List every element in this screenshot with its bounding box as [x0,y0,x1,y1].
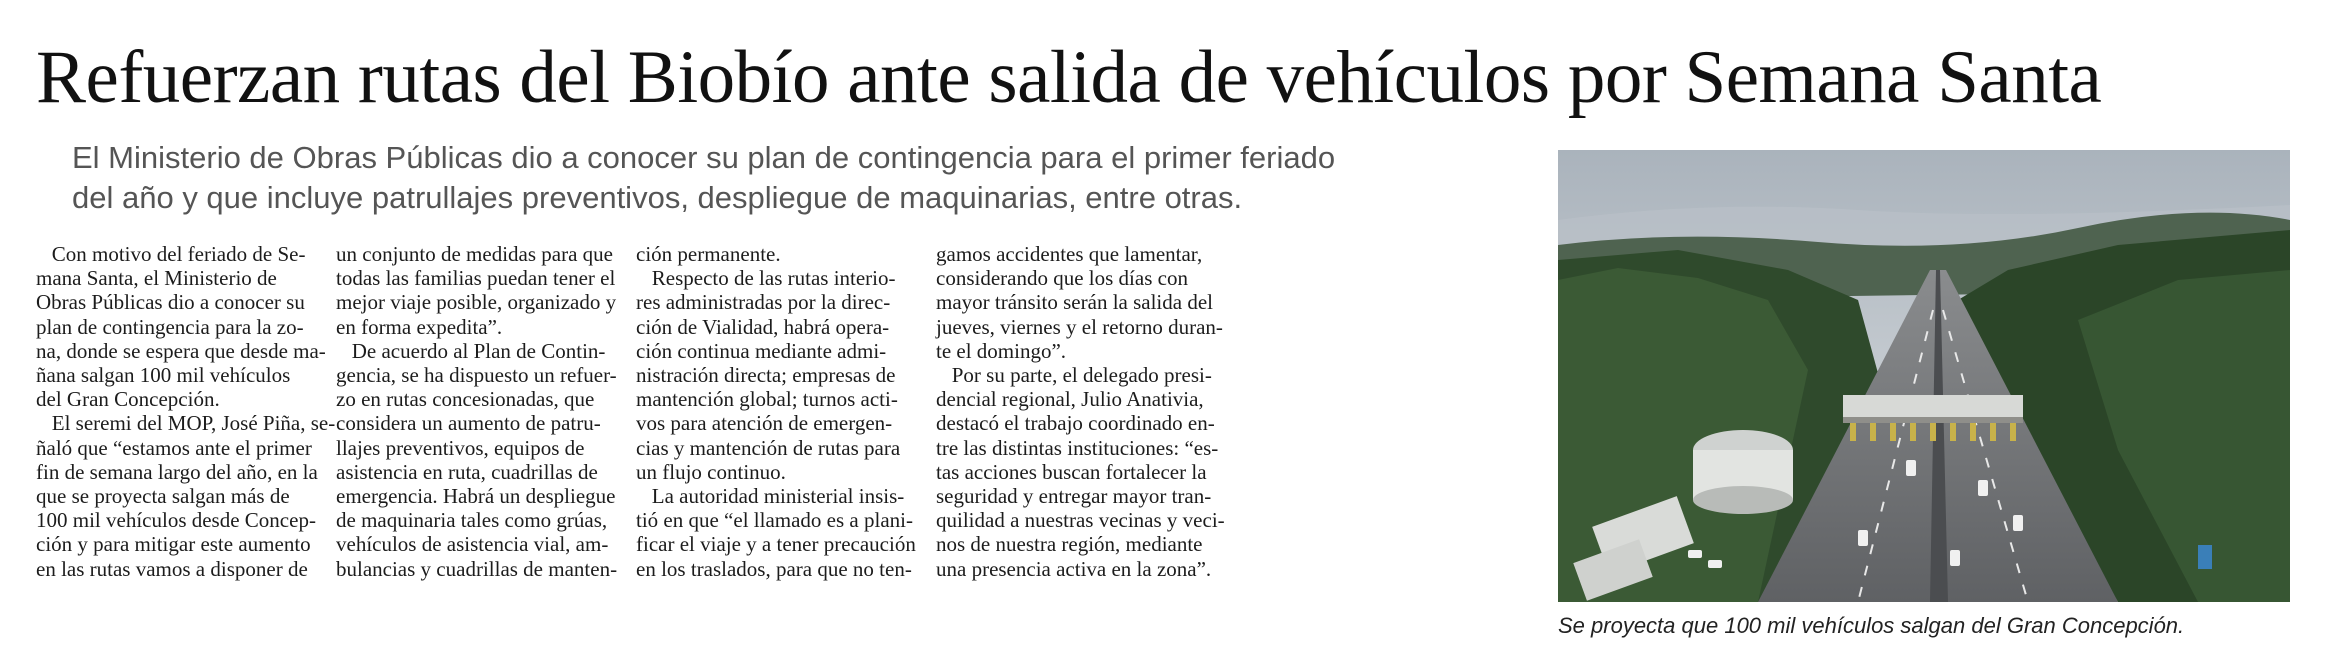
body-column-4 [936,242,1225,652]
body-text-line: El seremi del MOP, José Piña, se- [36,411,336,436]
body-text-line: mantención global; turnos acti- [636,387,898,412]
body-text-line: ción continua mediante admi- [636,338,887,363]
body-text-line: gencia, se ha dispuesto un refuer- [336,363,617,388]
body-text-line: tió en que “el llamado es a plani- [636,508,913,533]
body-text-line: tas acciones buscan fortalecer la [936,459,1207,484]
body-text-line: res administradas por la direc- [636,290,891,315]
article-subheadline [72,138,1542,218]
body-text-line: quilidad a nuestras vecinas y veci- [936,508,1225,533]
body-text-line: emergencia. Habrá un despliegue [336,484,616,509]
body-text-line: te el domingo”. [936,338,1067,363]
body-text-line: vos para atención de emergen- [636,411,893,436]
body-text-line: seguridad y entregar mayor tran- [936,484,1212,509]
body-text-line: na, donde se espera que desde ma- [36,338,326,363]
body-text-line: todas las familias puedan tener el [336,266,616,291]
body-text-line: que se proyecta salgan más de [36,484,290,509]
body-text-line: Respecto de las rutas interio- [636,266,896,291]
body-text-line: De acuerdo al Plan de Contin- [336,338,606,363]
body-text-line: asistencia en ruta, cuadrillas de [336,459,598,484]
subheadline-line: El Ministerio de Obras Públicas dio a conocer su plan de contingencia para el primer feriado [72,140,1336,175]
body-text-line: Obras Públicas dio a conocer su [36,290,305,315]
body-column-3 [636,242,916,652]
body-text-line: gamos accidentes que lamentar, [936,242,1203,266]
body-column-2 [336,242,618,652]
body-text-line: cias y mantención de rutas para [636,435,901,460]
body-text-line: fin de semana largo del año, en la [36,459,318,484]
article-photo [1558,150,2290,602]
body-text-line: un conjunto de medidas para que [336,242,613,266]
body-text-line: La autoridad ministerial insis- [636,484,905,509]
body-text-line: mana Santa, el Ministerio de [36,266,277,291]
body-text-line: ficar el viaje y a tener precaución [636,532,916,557]
body-text-line: en las rutas vamos a disponer de [36,556,308,581]
body-text-line: de maquinaria tales como grúas, [336,508,608,533]
body-text-line: en los traslados, para que no ten- [636,556,912,581]
body-text-line: destacó el trabajo coordinado en- [936,411,1215,436]
body-text-line: mejor viaje posible, organizado y [336,290,617,315]
article-body [36,242,1536,652]
body-text-line: considerando que los días con [936,266,1188,291]
body-text-line: 100 mil vehículos desde Concep- [36,508,316,533]
body-column-1 [36,242,336,652]
body-text-line: dencial regional, Julio Anativia, [936,387,1204,412]
photo-caption: Se proyecta que 100 mil vehículos salgan del Gran Concepción. [1558,613,2185,638]
body-text-line: plan de contingencia para la zo- [36,314,304,339]
body-text-line: ñana salgan 100 mil vehículos [36,363,291,388]
body-text-line: una presencia activa en la zona”. [936,556,1212,581]
body-text-line: nos de nuestra región, mediante [936,532,1203,557]
body-text-line: bulancias y cuadrillas de manten- [336,556,618,581]
body-text-line: vehículos de asistencia vial, am- [336,532,609,557]
body-text-line: ción de Vialidad, habrá opera- [636,314,890,339]
body-text-line: ción y para mitigar este aumento [36,532,311,557]
body-text-line: en forma expedita”. [336,314,503,339]
body-text-line: nistración directa; empresas de [636,363,896,388]
article-headline: Refuerzan rutas del Biobío ante salida de vehículos por Semana Santa [36,36,2102,119]
body-text-line: Con motivo del feriado de Se- [36,242,306,266]
body-text-line: considera un aumento de patru- [336,411,601,436]
body-text-line: ción permanente. [636,242,781,266]
body-text-line: un flujo continuo. [636,459,786,484]
body-text-line: llajes preventivos, equipos de [336,435,585,460]
body-text-line: Por su parte, el delegado presi- [936,363,1212,388]
body-text-line: ñaló que “estamos ante el primer [36,435,312,460]
subheadline-line: del año y que incluye patrullajes preventivos, despliegue de maquinarias, entre otras. [72,180,1243,215]
body-text-line: del Gran Concepción. [36,387,220,412]
body-text-line: tre las distintas instituciones: “es- [936,435,1219,460]
body-text-line: mayor tránsito serán la salida del [936,290,1213,315]
highway-toll-plaza-photo [1558,150,2290,602]
body-text-line: jueves, viernes y el retorno duran- [936,314,1223,339]
body-text-line: zo en rutas concesionadas, que [336,387,595,412]
